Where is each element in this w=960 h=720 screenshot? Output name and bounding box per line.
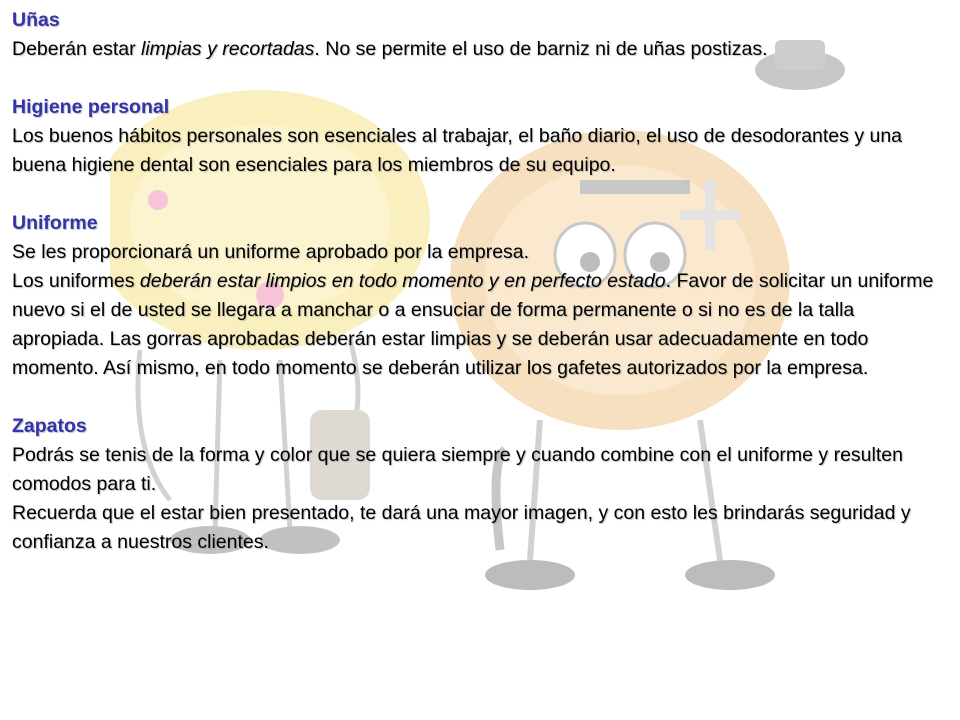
text-fragment: Deberán estar	[12, 38, 141, 60]
paragraph-higiene: Los buenos hábitos personales son esenciales al trabajar, el baño diario, el uso de desodorantes y una buena higiene dental son esenciales para los miembros de su equipo.	[12, 125, 903, 176]
heading-higiene: Higiene personal	[12, 96, 170, 118]
text-fragment: . No se permite el uso de barniz ni de uñas postizas.	[314, 38, 768, 60]
text-fragment: Los uniformes	[12, 270, 140, 292]
text-fragment: . Favor de solicitar un uniforme nuevo si el de usted se llegara a manchar o a ensuciar de forma permanente o si no es de la talla apropiada. Las gorras aprobadas deberán estar limpias y se deberán usar adecuadamente en todo momento. Así mismo, en todo momento se deberán utilizar los gafetes autorizados por la empresa.	[12, 270, 934, 379]
heading-zapatos: Zapatos	[12, 415, 87, 437]
section-gap	[12, 64, 947, 93]
paragraph-uniforme-1: Se les proporcionará un uniforme aprobado por la empresa.	[12, 241, 530, 263]
document-text	[12, 6, 947, 557]
emphasis-text: deberán estar limpios en todo momento y en perfecto estado	[139, 270, 666, 292]
paragraph-zapatos-1: Podrás se tenis de la forma y color que se quiera siempre y cuando combine con el uniforme y resulten comodos para ti.	[12, 444, 903, 495]
section-gap	[12, 383, 947, 412]
paragraph-zapatos-2: Recuerda que el estar bien presentado, te dará una mayor imagen, y con esto les brindarás seguridad y confianza a nuestros clientes.	[12, 502, 911, 553]
emphasis-text: limpias y recortadas	[141, 38, 315, 60]
paragraph-uniforme-2	[12, 267, 947, 383]
paragraph-unas	[12, 35, 947, 64]
heading-uniforme: Uniforme	[12, 212, 98, 234]
heading-unas: Uñas	[12, 9, 60, 31]
section-gap	[12, 180, 947, 209]
